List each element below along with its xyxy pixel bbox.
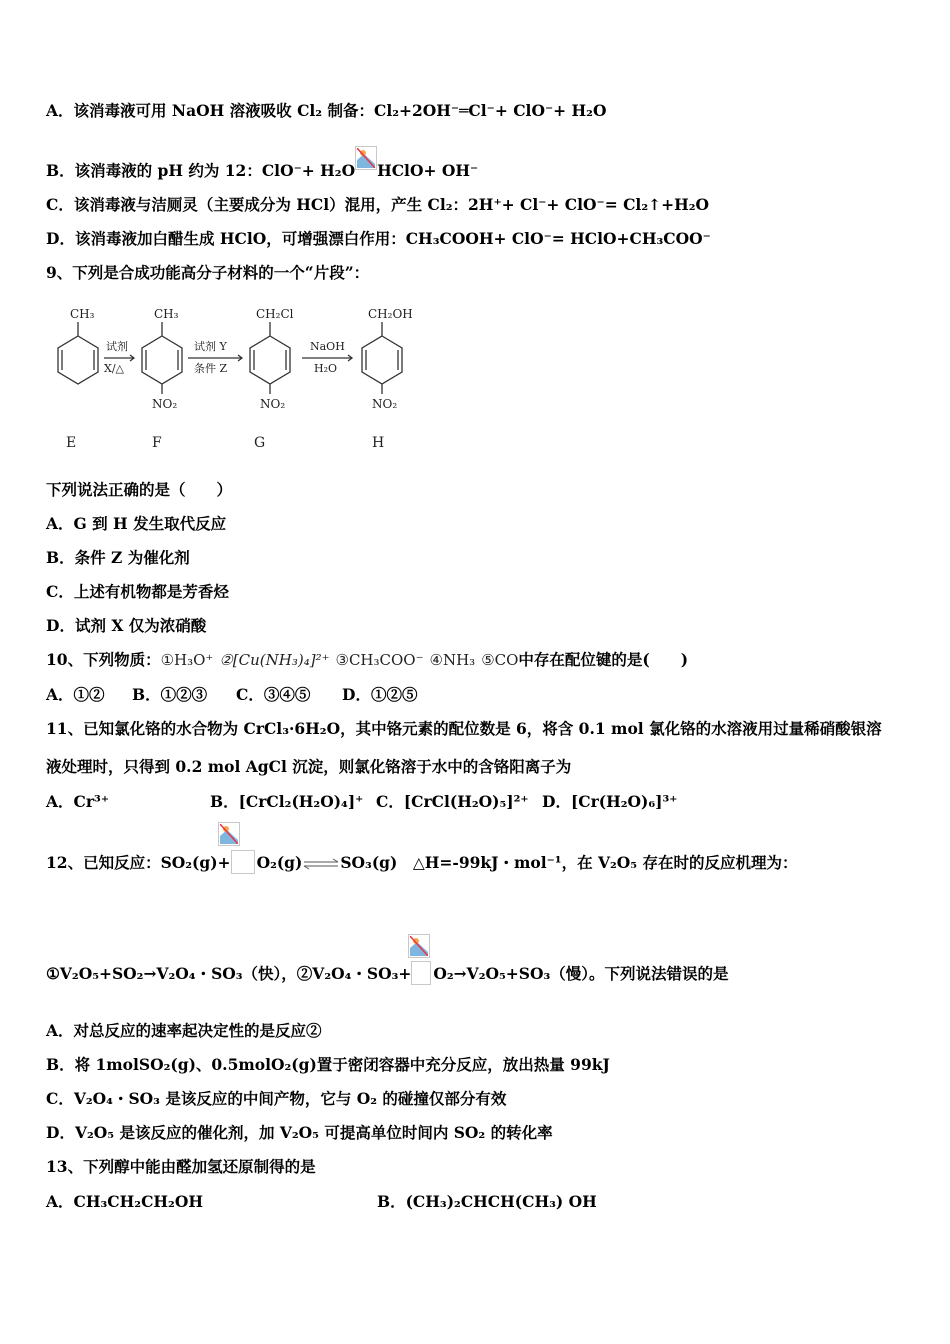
arrow1-bottom: X/△ bbox=[104, 362, 124, 375]
q9-question: 下列说法正确的是（ ） bbox=[46, 480, 233, 499]
ring-h bbox=[362, 336, 402, 384]
arrow3-top: NaOH bbox=[310, 340, 345, 353]
q10-stem-suffix: 中存在配位键的是( ) bbox=[518, 650, 689, 669]
q10-item-5: ⑤CO bbox=[481, 651, 519, 669]
sub-e: CH₃ bbox=[70, 307, 95, 321]
q12-stem-b: O₂(g) bbox=[256, 853, 303, 872]
label-e: E bbox=[66, 435, 77, 451]
q8-option-a: A．该消毒液可用 NaOH 溶液吸收 Cl₂ 制备：Cl₂+2OH⁻═Cl⁻+ ClO⁻+ H₂O bbox=[46, 101, 607, 120]
q13-option-a: A．CH₃CH₂CH₂OH bbox=[46, 1192, 203, 1211]
q8-option-d: D．该消毒液加白醋生成 HClO，可增强漂白作用：CH₃COOH+ ClO⁻= HClO+CH₃COO⁻ bbox=[46, 229, 711, 248]
arrow3-bottom: H₂O bbox=[314, 362, 338, 375]
q10-option-c: C．③④⑤ bbox=[236, 685, 311, 704]
q13-options bbox=[46, 1190, 597, 1212]
ring-f bbox=[142, 336, 182, 384]
q10-item-4: ④NH₃ bbox=[429, 651, 476, 669]
q12-option-a: A．对总反应的速率起决定性的是反应② bbox=[46, 1021, 322, 1040]
q9-stem: 9、下列是合成功能高分子材料的一个“片段”： bbox=[46, 263, 370, 282]
q10-option-b: B．①②③ bbox=[132, 685, 208, 704]
placeholder-box bbox=[411, 961, 431, 985]
q12-mech-b: O₂→V₂O₅+SO₃（慢）。下列说法错误的是 bbox=[433, 964, 729, 983]
q10-stem-prefix: 10、下列物质： bbox=[46, 650, 161, 669]
q12-option-d: D．V₂O₅ 是该反应的催化剂，加 V₂O₅ 可提高单位时间内 SO₂ 的转化率 bbox=[46, 1123, 553, 1142]
label-g: G bbox=[254, 435, 266, 451]
ring-g bbox=[250, 336, 290, 384]
q8-option-b-left: B．该消毒液的 pH 约为 12：ClO⁻+ H₂O bbox=[46, 161, 356, 180]
sub-g: CH₂Cl bbox=[256, 307, 294, 321]
q11-line-2: 液处理时，只得到 0.2 mol AgCl 沉淀，则氯化铬溶于水中的含铬阳离子为 bbox=[46, 757, 572, 776]
q12-mechanism bbox=[46, 961, 729, 985]
q8-option-c: C．该消毒液与洁厕灵（主要成分为 HCl）混用，产生 Cl₂：2H⁺+ Cl⁻+ ClO⁻= Cl₂↑+H₂O bbox=[46, 195, 710, 214]
broken-image-icon bbox=[408, 934, 430, 958]
q9-option-a: A．G 到 H 发生取代反应 bbox=[46, 514, 227, 533]
q9-option-c: C．上述有机物都是芳香烃 bbox=[46, 582, 229, 601]
arrow2-bottom: 条件 Z bbox=[194, 362, 228, 375]
arrow1-top: 试剂 bbox=[106, 340, 128, 353]
q12-option-c: C．V₂O₄・SO₃ 是该反应的中间产物，它与 O₂ 的碰撞仅部分有效 bbox=[46, 1089, 507, 1108]
q10-item-3: ③CH₃COO⁻ bbox=[335, 651, 424, 669]
label-h: H bbox=[372, 435, 385, 451]
sub-f: CH₃ bbox=[154, 307, 179, 321]
para-f: NO₂ bbox=[152, 397, 178, 411]
ring-e bbox=[58, 336, 98, 384]
q11-line-1: 11、已知氯化铬的水合物为 CrCl₃·6H₂O，其中铬元素的配位数是 6，将含 0.1 mol 氯化铬的水溶液用过量稀硝酸银溶 bbox=[46, 719, 882, 738]
q8-option-b-right: HClO+ OH⁻ bbox=[377, 161, 479, 180]
q10-stem bbox=[46, 649, 688, 671]
q13-option-b: B．(CH₃)₂CHCH(CH₃) OH bbox=[377, 1192, 597, 1211]
q11-option-c: C．[CrCl(H₂O)₅]²⁺ bbox=[376, 792, 529, 811]
q12-stem-c: SO₃(g) △H=-99kJ・mol⁻¹，在 V₂O₅ 存在时的反应机理为： bbox=[340, 853, 798, 872]
q9-reaction-scheme bbox=[48, 300, 428, 460]
q8-option-b bbox=[46, 146, 478, 182]
label-f: F bbox=[152, 435, 162, 451]
equilibrium-arrow-icon bbox=[302, 858, 340, 870]
q9-option-d: D．试剂 X 仅为浓硝酸 bbox=[46, 616, 207, 635]
q13-stem: 13、下列醇中能由醛加氢还原制得的是 bbox=[46, 1157, 316, 1176]
broken-image-icon bbox=[218, 822, 240, 846]
para-h: NO₂ bbox=[372, 397, 398, 411]
q12-option-b: B．将 1molSO₂(g)、0.5molO₂(g)置于密闭容器中充分反应，放出热量 99kJ bbox=[46, 1055, 610, 1074]
broken-image-icon bbox=[355, 146, 377, 170]
q11-options bbox=[46, 790, 677, 812]
q10-option-d: D．①②⑤ bbox=[342, 685, 418, 704]
q12-stem bbox=[46, 850, 797, 874]
para-g: NO₂ bbox=[260, 397, 286, 411]
q11-option-d: D．[Cr(H₂O)₆]³⁺ bbox=[542, 792, 678, 811]
q11-option-a: A．Cr³⁺ bbox=[46, 792, 109, 811]
sub-h: CH₂OH bbox=[368, 307, 413, 321]
q12-stem-a: 12、已知反应：SO₂(g)+ bbox=[46, 853, 231, 872]
q10-item-1: ①H₃O⁺ bbox=[160, 651, 214, 669]
q10-option-a: A．①② bbox=[46, 685, 105, 704]
q9-option-b: B．条件 Z 为催化剂 bbox=[46, 548, 190, 567]
placeholder-box bbox=[231, 850, 255, 874]
q10-options bbox=[46, 683, 417, 705]
q10-item-2: ②[Cu(NH₃)₄]²⁺ bbox=[219, 651, 330, 669]
q11-option-b: B．[CrCl₂(H₂O)₄]⁺ bbox=[210, 792, 364, 811]
q12-mech-a: ①V₂O₅+SO₂→V₂O₄・SO₃（快），②V₂O₄・SO₃+ bbox=[46, 964, 412, 983]
arrow2-top: 试剂 Y bbox=[194, 340, 227, 353]
